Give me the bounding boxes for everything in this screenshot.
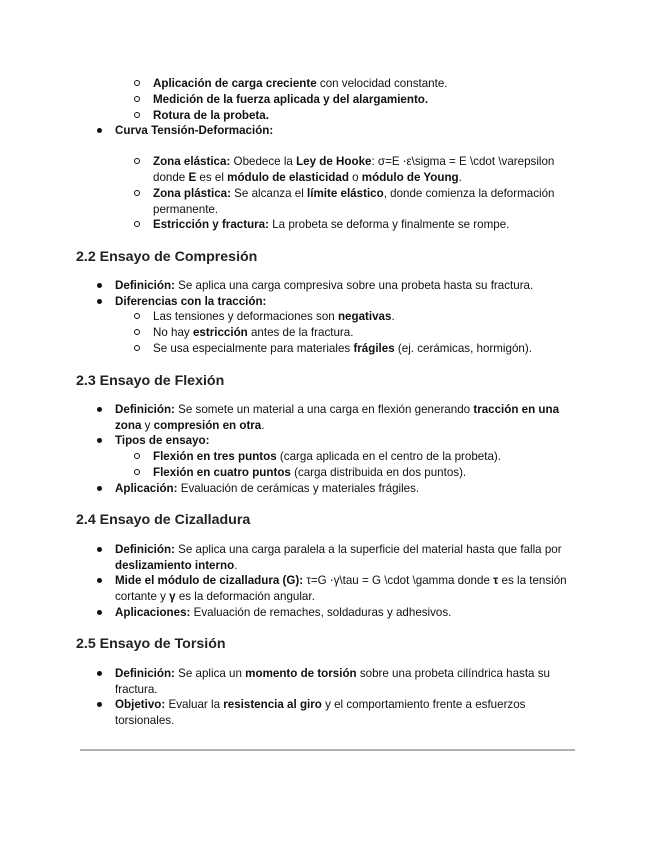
hollow-bullet-icon xyxy=(134,329,140,335)
bullet-icon xyxy=(97,438,102,443)
list-item: Aplicación de carga creciente con velocidad constante. xyxy=(153,77,448,90)
list-item-continuation: zona y compresión en otra. xyxy=(115,419,265,432)
hollow-bullet-icon xyxy=(134,112,140,118)
list-item: Curva Tensión-Deformación: xyxy=(115,124,274,137)
hollow-bullet-icon xyxy=(134,96,140,102)
bullet-icon xyxy=(97,407,102,412)
list-item-continuation: fractura. xyxy=(115,683,158,696)
hollow-bullet-icon xyxy=(134,453,140,459)
bullet-icon xyxy=(97,128,102,133)
bullet-icon xyxy=(97,610,102,615)
list-item: Definición: Se aplica una carga compresiva sobre una probeta hasta su fractura. xyxy=(115,279,534,292)
list-item: Aplicaciones: Evaluación de remaches, soldaduras y adhesivos. xyxy=(115,606,452,619)
bullet-icon xyxy=(97,578,102,583)
list-item: Flexión en tres puntos (carga aplicada en el centro de la probeta). xyxy=(153,450,501,463)
list-item: Definición: Se somete un material a una carga en flexión generando tracción en una xyxy=(115,403,560,416)
bullet-icon xyxy=(97,671,102,676)
list-item: Objetivo: Evaluar la resistencia al giro y el comportamiento frente a esfuerzos xyxy=(115,698,526,711)
list-item: Definición: Se aplica un momento de torsión sobre una probeta cilíndrica hasta su xyxy=(115,667,550,680)
bullet-icon xyxy=(97,486,102,491)
list-item: Zona elástica: Obedece la Ley de Hooke: σ=E ⋅ε\sigma = E \cdot \varepsilon xyxy=(153,155,555,168)
section-heading-cizalladura: 2.4 Ensayo de Cizalladura xyxy=(76,512,251,528)
list-item: No hay estricción antes de la fractura. xyxy=(153,326,354,339)
hollow-bullet-icon xyxy=(134,221,140,227)
list-item: Aplicación: Evaluación de cerámicas y materiales frágiles. xyxy=(115,482,420,495)
list-item: Rotura de la probeta. xyxy=(153,109,269,122)
hollow-bullet-icon xyxy=(134,345,140,351)
section-heading-torsion: 2.5 Ensayo de Torsión xyxy=(76,636,226,652)
list-item-continuation: permanente. xyxy=(153,203,219,216)
list-item: Mide el módulo de cizalladura (G): τ=G ⋅γ\tau = G \cdot \gamma donde τ es la tensión xyxy=(115,574,567,587)
list-item: Se usa especialmente para materiales frágiles (ej. cerámicas, hormigón). xyxy=(153,342,532,355)
section-heading-compresion: 2.2 Ensayo de Compresión xyxy=(76,249,258,265)
bullet-icon xyxy=(97,283,102,288)
section-heading-flexion: 2.3 Ensayo de Flexión xyxy=(76,373,225,389)
list-item: Las tensiones y deformaciones son negativas. xyxy=(153,310,395,323)
hollow-bullet-icon xyxy=(134,190,140,196)
list-item: Medición de la fuerza aplicada y del alargamiento. xyxy=(153,93,429,106)
list-item: Zona plástica: Se alcanza el límite elástico, donde comienza la deformación xyxy=(153,187,555,200)
bullet-icon xyxy=(97,299,102,304)
hollow-bullet-icon xyxy=(134,80,140,86)
list-item-continuation: deslizamiento interno. xyxy=(115,559,238,572)
list-item: Estricción y fractura: La probeta se deforma y finalmente se rompe. xyxy=(153,218,510,231)
list-item: Definición: Se aplica una carga paralela a la superficie del material hasta que falla por xyxy=(115,543,562,556)
hollow-bullet-icon xyxy=(134,469,140,475)
list-item-continuation: cortante y γ es la deformación angular. xyxy=(115,590,315,603)
list-item-continuation: donde E es el módulo de elasticidad o módulo de Young. xyxy=(153,171,462,184)
list-item-continuation: torsionales. xyxy=(115,714,175,727)
horizontal-divider xyxy=(80,749,575,751)
hollow-bullet-icon xyxy=(134,313,140,319)
list-item: Flexión en cuatro puntos (carga distribuida en dos puntos). xyxy=(153,466,467,479)
hollow-bullet-icon xyxy=(134,158,140,164)
bullet-icon xyxy=(97,547,102,552)
list-item: Diferencias con la tracción: xyxy=(115,295,267,308)
bullet-icon xyxy=(97,702,102,707)
list-item: Tipos de ensayo: xyxy=(115,434,210,447)
